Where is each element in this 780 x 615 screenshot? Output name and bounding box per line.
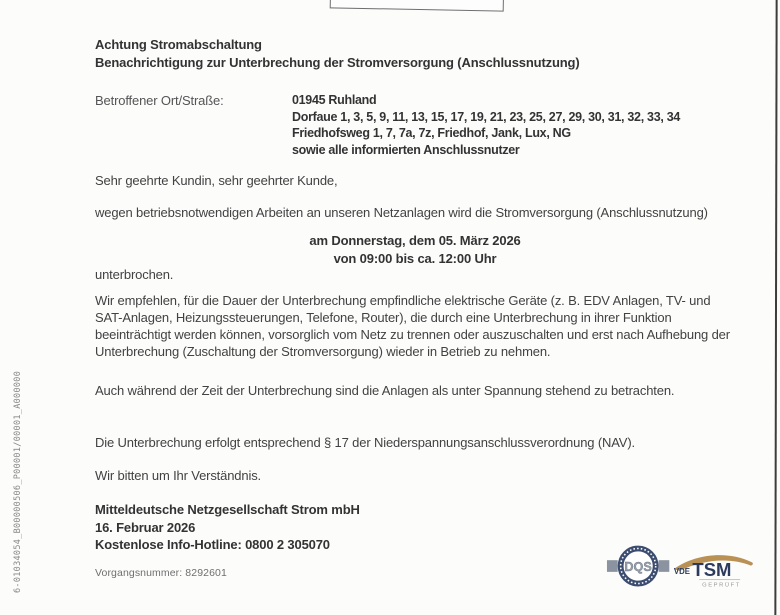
- scan-edge-line: [774, 0, 777, 615]
- svg-text:GEPRÜFT: GEPRÜFT: [702, 582, 742, 589]
- affected-location-row: [95, 92, 735, 158]
- outage-datetime: [95, 232, 735, 267]
- print-production-code: 6-01034054_B00000506_P00001/00001_A000000: [13, 370, 23, 593]
- outage-time: von 09:00 bis ca. 12:00 Uhr: [333, 250, 497, 266]
- svg-text:VDE: VDE: [674, 566, 691, 576]
- signature-company: Mitteldeutsche Netzgesellschaft Strom mbH: [95, 502, 360, 517]
- signature-date: 16. Februar 2026: [95, 519, 196, 535]
- paragraph-voltage-warning: Auch während der Zeit der Unterbrechung sind die Anlagen als unter Spannung stehend zu betrachten.: [95, 383, 675, 398]
- outage-date: am Donnerstag, dem 05. März 2026: [309, 233, 521, 248]
- svg-text:DQS: DQS: [624, 559, 652, 574]
- case-number: Vorgangsnummer: 8292601: [95, 567, 227, 579]
- letter-title-line1: Achtung Stromabschaltung: [95, 37, 262, 52]
- paragraph-intro: wegen betriebsnotwendigen Arbeiten an unseren Netzanlagen wird die Stromversorgung (Anschlussnutzung): [95, 205, 708, 220]
- dqs-seal-icon: [606, 542, 670, 592]
- affected-location-label: Betroffener Ort/Straße:: [95, 93, 224, 108]
- address-line: sowie alle informierten Anschlussnutzer: [292, 142, 520, 157]
- address-line: 01945 Ruhland: [292, 93, 377, 107]
- paragraph-legal-basis: Die Unterbrechung erfolgt entsprechend § 17 der Niederspannungsanschlussverordnung (NAV).: [95, 435, 635, 450]
- letter-title-line2: Benachrichtigung zur Unterbrechung der Stromversorgung (Anschlussnutzung): [95, 55, 580, 70]
- interrupted-word: unterbrochen.: [95, 267, 174, 282]
- address-line: Friedhofsweg 1, 7, 7a, 7z, Friedhof, Jank, Lux, NG: [292, 126, 571, 140]
- paragraph-thanks: Wir bitten um Ihr Verständnis.: [95, 468, 262, 483]
- salutation: Sehr geehrte Kundin, sehr geehrter Kunde,: [95, 173, 338, 188]
- svg-text:TSM: TSM: [692, 558, 732, 580]
- certification-logos: [606, 542, 756, 600]
- affected-location-address: [292, 92, 680, 158]
- letter-title: [95, 36, 735, 72]
- envelope-window-box: [330, 0, 505, 12]
- address-line: Dorfaue 1, 3, 5, 9, 11, 13, 15, 17, 19, 21, 23, 25, 27, 29, 30, 31, 32, 33, 34: [292, 109, 681, 124]
- signature-hotline: Kostenlose Info-Hotline: 0800 2 305070: [95, 537, 330, 552]
- vde-tsm-logo-icon: [670, 548, 756, 592]
- paragraph-advice: Wir empfehlen, für die Dauer der Unterbrechung empfindliche elektrische Geräte (z. B. EDV Anlagen, TV- und SAT-Anlagen, Heizungssteuerungen, Telefone, Router), die durch eine Unterbrechung in ihrer Funktion beeinträchtigt werden können, vorsorglich vom Netz zu trennen oder auszuschalten und erst nach Aufhebung der Unterbrechung (Zuschaltung der Stromversorgung) wieder in Betrieb zu nehmen.: [95, 293, 730, 359]
